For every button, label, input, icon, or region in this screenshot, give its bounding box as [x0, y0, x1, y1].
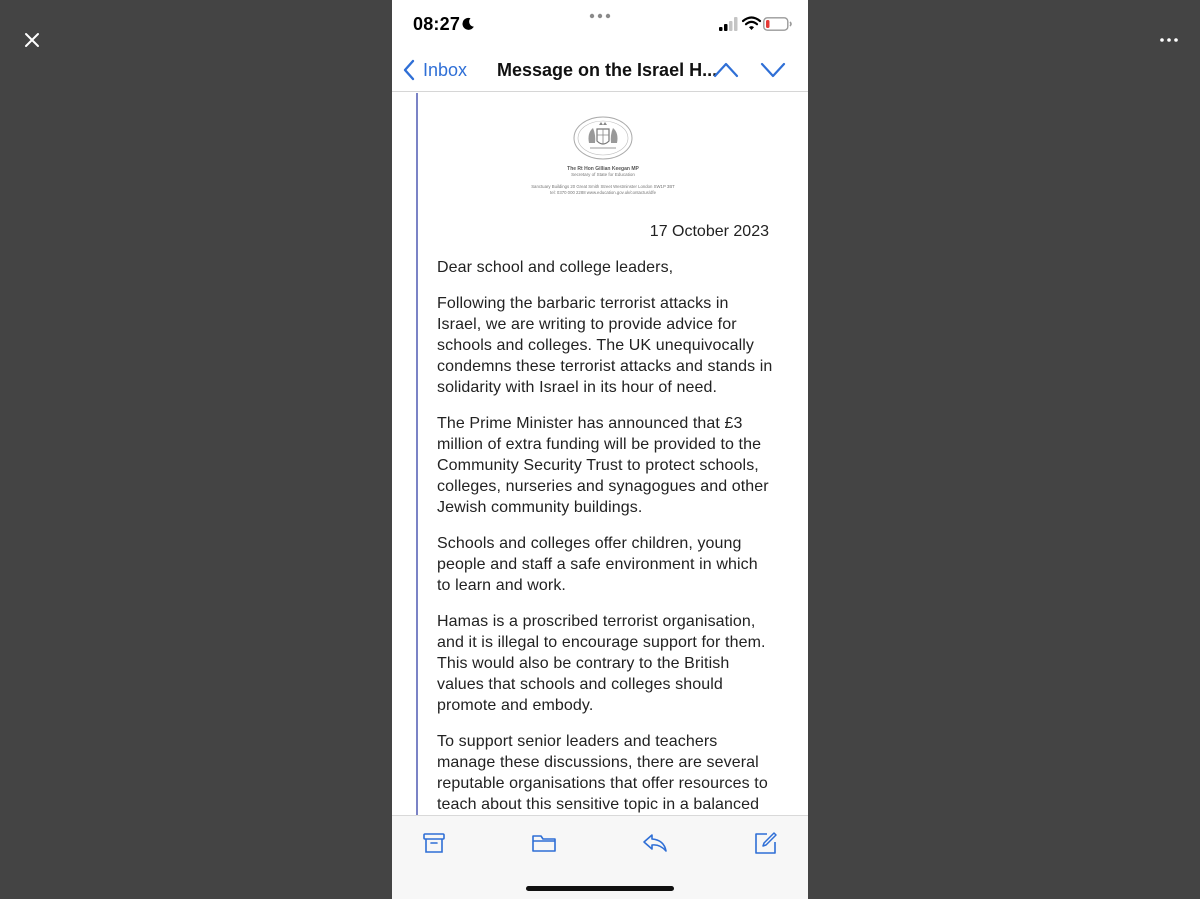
compose-icon: [753, 831, 779, 855]
cellular-signal-icon: [719, 17, 739, 31]
chevron-up-icon: [713, 59, 739, 81]
phone-screen: [392, 0, 808, 899]
home-indicator[interactable]: [526, 886, 674, 891]
viewer-close-icon[interactable]: [20, 28, 44, 52]
quote-bar: [416, 93, 418, 815]
letter-paragraph: Hamas is a proscribed terrorist organisation, and it is illegal to encourage support for them. This would also be contrary to the British values that schools and colleges should promote and embody.: [437, 613, 766, 714]
moon-icon: [461, 17, 475, 31]
reply-arrow-icon: [642, 831, 668, 855]
folder-icon: [531, 831, 557, 855]
mail-toolbar: [392, 815, 808, 899]
wifi-icon: [742, 16, 761, 31]
letterhead: [510, 115, 696, 199]
archive-button[interactable]: [421, 831, 447, 855]
letterhead-name: The Rt Hon Gillian Keegan MP: [567, 166, 639, 172]
archive-icon: [421, 831, 447, 855]
status-bar: [392, 0, 808, 44]
letter-date: 17 October 2023: [649, 223, 769, 240]
message-body[interactable]: [392, 93, 808, 815]
letterhead-role: Secretary of State for Education: [571, 172, 635, 177]
mail-navigation-bar: [392, 48, 808, 92]
message-subject-title: Message on the Israel H...: [497, 60, 718, 80]
previous-message-button[interactable]: [713, 59, 739, 81]
compose-button[interactable]: [753, 831, 779, 855]
status-time: 08:27: [413, 14, 461, 34]
letter-paragraph: Following the barbaric terrorist attacks in Israel, we are writing to provide advice for schools and colleges. The UK unequivocally condemns these terrorist attacks and stands in solidarity with Israel in its hour of need.: [437, 295, 773, 396]
viewer-more-icon[interactable]: [1156, 28, 1182, 52]
move-to-folder-button[interactable]: [531, 831, 557, 855]
next-message-button[interactable]: [760, 59, 786, 81]
letter-greeting: Dear school and college leaders,: [437, 259, 674, 276]
back-label: Inbox: [423, 59, 468, 80]
battery-low-icon: [763, 17, 793, 31]
letter-paragraph: Schools and colleges offer children, young people and staff a safe environment in which to learn and work.: [437, 535, 758, 594]
royal-crest-icon: [572, 115, 634, 161]
letter-text: [437, 257, 775, 851]
letter-paragraph: The Prime Minister has announced that £3 million of extra funding will be provided to the Community Security Trust to protect schools, colleges, nurseries and synagogues and other Jewish community buildings.: [437, 415, 769, 516]
letterhead-contact: tel: 0370 000 2288 www.education.gov.uk/contactus/dfe: [550, 190, 656, 195]
chevron-down-icon: [760, 59, 786, 81]
letterhead-address: Sanctuary Buildings 20 Great Smith Street Westminster London SW1P 3BT: [531, 184, 675, 189]
chevron-left-icon: [402, 59, 416, 81]
letter-paragraph: To support senior leaders and teachers manage these discussions, there are several reputable organisations that offer resources to teach about this sensitive topic in a balanced: [437, 733, 768, 813]
reply-button[interactable]: [642, 831, 668, 855]
back-to-inbox-button[interactable]: [402, 57, 467, 83]
